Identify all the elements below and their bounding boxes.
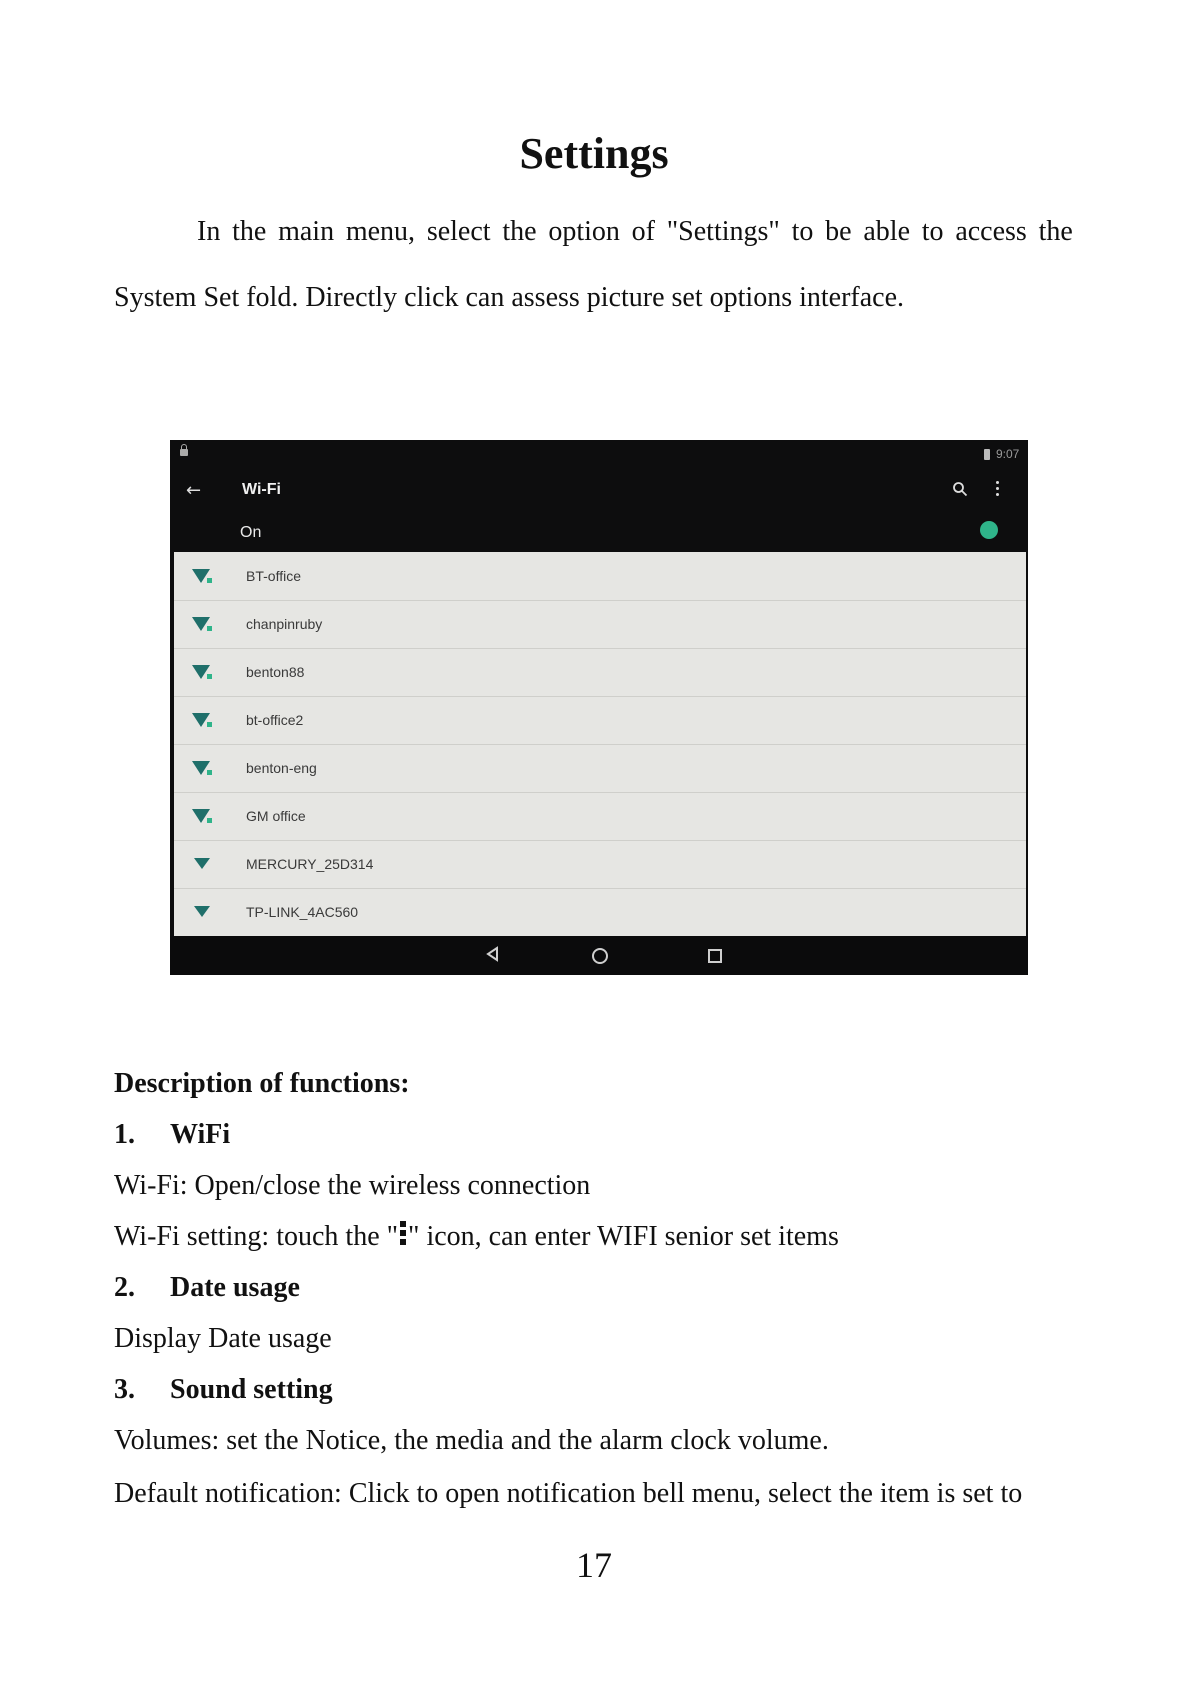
intro-word: to — [921, 216, 944, 247]
network-ssid: TP-LINK_4AC560 — [246, 904, 359, 920]
network-row[interactable] — [174, 888, 1026, 937]
section-number: 1. — [114, 1119, 135, 1150]
nav-recents-icon[interactable] — [708, 949, 722, 963]
lock-icon — [207, 578, 212, 583]
wifi-signal-icon — [192, 711, 214, 729]
intro-paragraph-line-2: System Set fold. Directly click can assess picture set options interface. — [114, 282, 905, 313]
intro-word: menu, — [345, 216, 416, 247]
wifi-signal-icon — [192, 903, 214, 921]
lock-icon — [207, 626, 212, 631]
wifi-setting-text-post: " icon, can enter WIFI senior set items — [408, 1221, 839, 1252]
section-title: WiFi — [170, 1119, 231, 1150]
lock-icon — [207, 674, 212, 679]
section-number: 3. — [114, 1374, 135, 1405]
wifi-settings-screenshot — [170, 440, 1028, 975]
wifi-setting-line — [114, 1221, 839, 1253]
network-ssid: benton88 — [246, 664, 305, 680]
network-row[interactable] — [174, 696, 1026, 745]
network-row[interactable] — [174, 744, 1026, 793]
page-title: Settings — [519, 129, 669, 178]
network-ssid: BT-office — [246, 568, 301, 584]
intro-word: "Settings" — [666, 216, 780, 247]
wifi-toggle-row[interactable] — [170, 508, 1028, 552]
back-arrow-icon[interactable]: ← — [186, 480, 202, 501]
intro-word: to — [791, 216, 814, 247]
network-ssid: chanpinruby — [246, 616, 323, 632]
wifi-toggle-switch[interactable] — [958, 524, 998, 538]
lock-icon — [207, 818, 212, 823]
wifi-description-line: Wi-Fi: Open/close the wireless connection — [114, 1170, 591, 1201]
intro-word: the — [232, 216, 267, 247]
intro-word: option — [548, 216, 620, 247]
wifi-signal-icon — [192, 567, 214, 585]
wifi-toggle-label: On — [240, 524, 262, 541]
wifi-signal-icon — [192, 807, 214, 825]
date-usage-line: Display Date usage — [114, 1323, 332, 1354]
more-vert-icon[interactable] — [994, 481, 1000, 499]
intro-paragraph-line-1 — [197, 216, 1073, 248]
lock-icon — [207, 722, 212, 727]
toggle-thumb — [980, 521, 998, 539]
intro-word: of — [631, 216, 655, 247]
network-row[interactable] — [174, 840, 1026, 889]
lock-icon — [207, 770, 212, 775]
lock-icon — [180, 449, 188, 456]
intro-word: access — [955, 216, 1027, 247]
app-bar-title: Wi-Fi — [242, 481, 281, 498]
section-title: Sound setting — [170, 1374, 333, 1405]
network-ssid: GM office — [246, 808, 306, 824]
intro-word: select — [426, 216, 491, 247]
intro-word: main — [278, 216, 335, 247]
network-ssid: benton-eng — [246, 760, 317, 776]
status-bar — [170, 440, 1028, 466]
section-heading-date-usage — [114, 1272, 300, 1304]
wifi-setting-text-pre: Wi-Fi setting: touch the " — [114, 1221, 399, 1252]
intro-word: the — [1038, 216, 1073, 247]
default-notification-line: Default notification: Click to open notification bell menu, select the item is set to — [114, 1478, 1023, 1509]
more-vert-icon — [399, 1221, 407, 1251]
network-row[interactable] — [174, 792, 1026, 841]
page-number: 17 — [576, 1545, 612, 1585]
network-row[interactable] — [174, 552, 1026, 601]
network-ssid: MERCURY_25D314 — [246, 856, 374, 872]
description-heading: Description of functions: — [114, 1068, 410, 1099]
section-title: Date usage — [170, 1272, 300, 1303]
wifi-signal-icon — [192, 663, 214, 681]
network-row[interactable] — [174, 648, 1026, 697]
intro-word: able — [863, 216, 910, 247]
search-icon[interactable] — [952, 481, 968, 497]
wifi-signal-icon — [192, 759, 214, 777]
battery-icon — [984, 449, 990, 460]
section-heading-sound — [114, 1374, 333, 1406]
section-heading-wifi — [114, 1119, 230, 1151]
wifi-signal-icon — [192, 855, 214, 873]
intro-word: be — [825, 216, 852, 247]
nav-home-icon[interactable] — [592, 948, 608, 964]
section-number: 2. — [114, 1272, 135, 1303]
network-list — [174, 552, 1026, 936]
intro-word: the — [502, 216, 537, 247]
intro-word: In — [197, 216, 221, 247]
volumes-line: Volumes: set the Notice, the media and the alarm clock volume. — [114, 1425, 829, 1456]
wifi-signal-icon — [192, 615, 214, 633]
status-time: 9:07 — [996, 447, 1020, 461]
network-row[interactable] — [174, 600, 1026, 649]
nav-back-icon[interactable] — [485, 946, 499, 962]
nav-bar — [170, 936, 1028, 975]
network-ssid: bt-office2 — [246, 712, 304, 728]
